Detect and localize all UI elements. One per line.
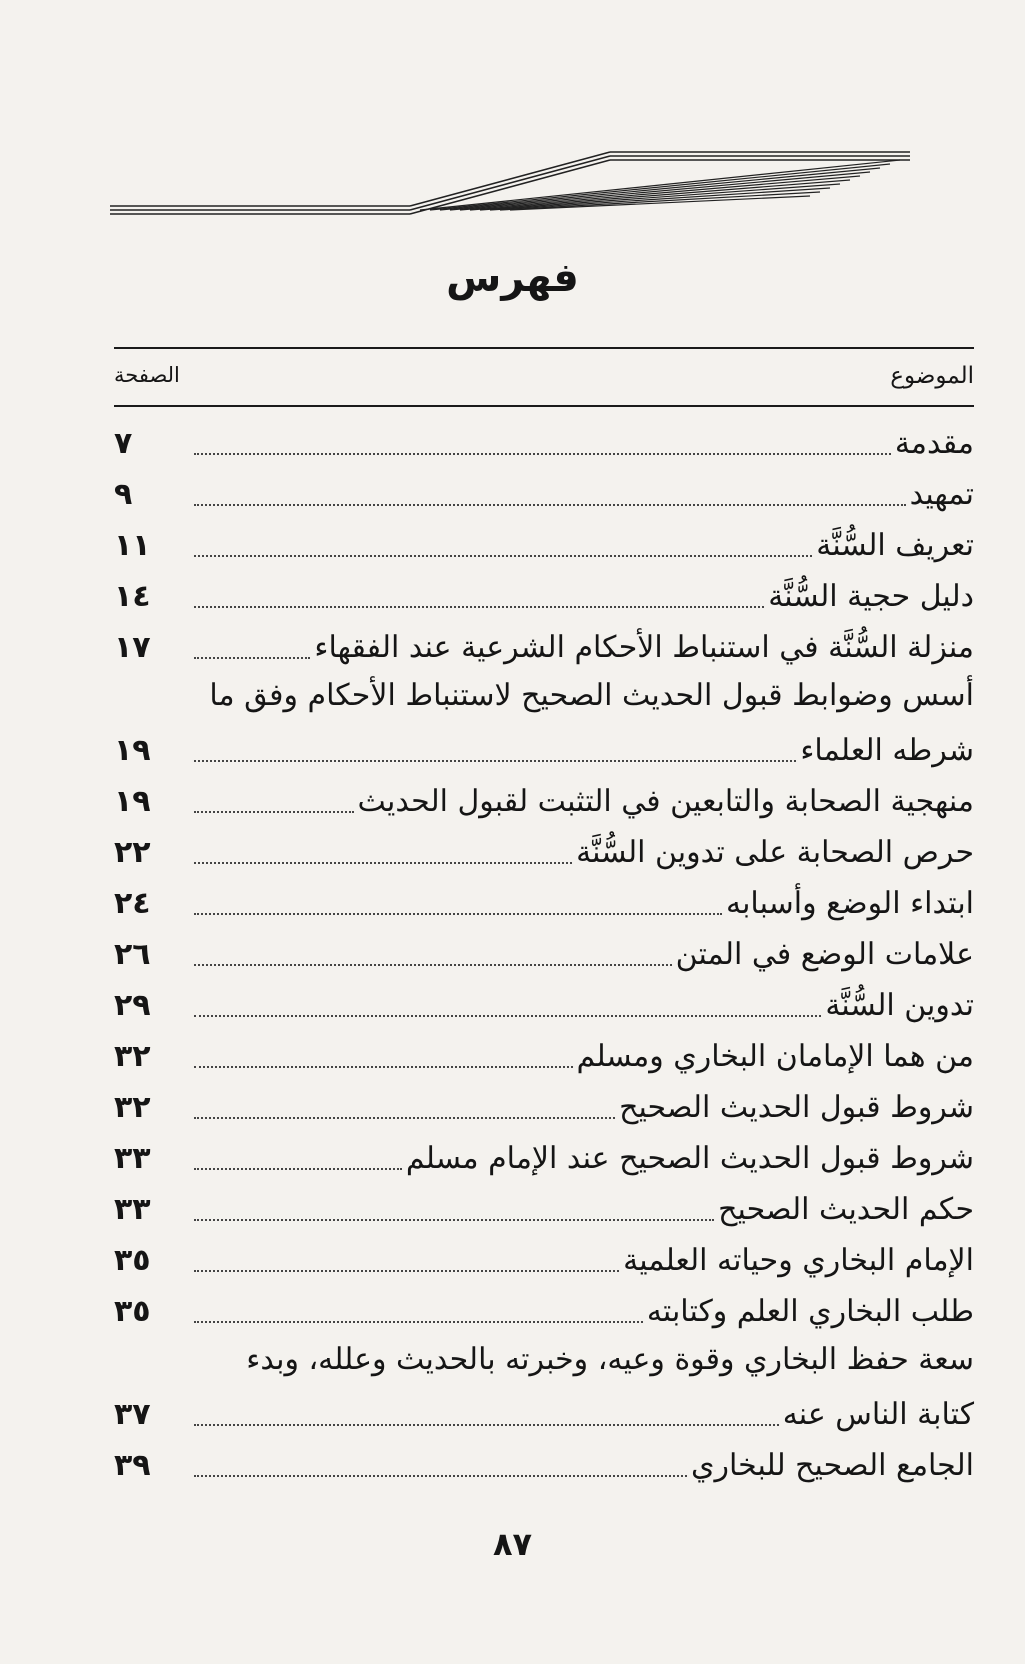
leader-dots [194, 453, 891, 455]
column-header-row [114, 355, 974, 399]
leader-dots [194, 555, 812, 557]
toc-entry-text: كتابة الناس عنه [782, 1397, 974, 1432]
toc-entry [114, 776, 974, 827]
leader-dots [194, 964, 672, 966]
toc-entry [114, 673, 974, 776]
toc-entry [114, 469, 974, 520]
leader-dots [194, 1015, 821, 1017]
toc-entry-text: دليل حجية السُّنَّة [768, 579, 974, 614]
leader-dots [194, 1424, 779, 1426]
toc-entry-page: ١٧ [114, 630, 151, 665]
toc-entry-page: ٢٤ [114, 886, 151, 921]
toc-entry [114, 1286, 974, 1337]
toc-entry-page: ٣٩ [114, 1448, 151, 1483]
toc-entry-page: ٣٣ [114, 1192, 151, 1227]
toc-entry-page: ٣٣ [114, 1141, 151, 1176]
toc-entry-text-line1: أسس وضوابط قبول الحديث الصحيح لاستنباط الأحكام وفق ما [209, 678, 974, 713]
toc-entry-text-line1: سعة حفظ البخاري وقوة وعيه، وخبرته بالحديث وعلله، وبدء [246, 1342, 974, 1377]
leader-dots [194, 1219, 714, 1221]
toc-entry-text: تمهيد [909, 477, 974, 512]
toc-entry-page: ٣٢ [114, 1090, 151, 1125]
toc-entry [114, 827, 974, 878]
toc-entry-page: ٩ [114, 477, 133, 512]
toc-entry-text: حكم الحديث الصحيح [718, 1192, 974, 1227]
leader-dots [194, 760, 796, 762]
toc-entry-text: شروط قبول الحديث الصحيح [619, 1090, 974, 1125]
toc-entry-text: ابتداء الوضع وأسبابه [726, 886, 974, 921]
leader-dots [194, 1321, 643, 1323]
toc-entry-text: حرص الصحابة على تدوين السُّنَّة [576, 835, 974, 870]
toc-entry-page: ٣٢ [114, 1039, 151, 1074]
toc-entry-text: علامات الوضع في المتن [675, 937, 974, 972]
toc-entry [114, 1184, 974, 1235]
toc-entry-page: ٧ [114, 426, 133, 461]
toc-entry [114, 418, 974, 469]
column-header-topic: الموضوع [890, 363, 974, 389]
leader-dots [194, 1066, 573, 1068]
header-ornament [110, 150, 970, 230]
toc-entry [114, 571, 974, 622]
toc-entry [114, 929, 974, 980]
toc-entry-page: ٣٧ [114, 1397, 151, 1432]
toc-entry [114, 1337, 974, 1440]
toc-list [114, 418, 974, 1491]
toc-entry-text: مقدمة [894, 426, 974, 461]
toc-entry-text: شروط قبول الحديث الصحيح عند الإمام مسلم [405, 1141, 974, 1176]
header-rule-top [114, 347, 974, 349]
leader-dots [194, 811, 354, 813]
toc-entry-text: منزلة السُّنَّة في استنباط الأحكام الشرعية عند الفقهاء [314, 630, 974, 665]
toc-entry [114, 622, 974, 673]
toc-entry-text: من هما الإمامان البخاري ومسلم [576, 1039, 974, 1074]
toc-entry-page: ٢٢ [114, 835, 151, 870]
toc-entry-page: ٢٦ [114, 937, 151, 972]
leader-dots [194, 1270, 619, 1272]
toc-entry-text: شرطه العلماء [800, 733, 974, 768]
leader-dots [194, 504, 906, 506]
toc-entry [114, 1133, 974, 1184]
toc-entry [114, 520, 974, 571]
toc-entry-text: تدوين السُّنَّة [825, 988, 974, 1023]
toc-entry-page: ١١ [114, 528, 151, 563]
toc-entry [114, 1440, 974, 1491]
toc-entry-text: تعريف السُّنَّة [816, 528, 974, 563]
toc-entry [114, 980, 974, 1031]
leader-dots [194, 1117, 615, 1119]
leader-dots [194, 1475, 687, 1477]
toc-entry-text: الجامع الصحيح للبخاري [691, 1448, 974, 1483]
leader-dots [194, 657, 310, 659]
toc-entry-page: ١٩ [114, 733, 151, 768]
column-header-page: الصفحة [114, 363, 180, 387]
toc-entry-page: ٢٩ [114, 988, 151, 1023]
page-number: ٨٧ [492, 1525, 533, 1563]
toc-entry-page: ٣٥ [114, 1243, 151, 1278]
toc-entry [114, 1031, 974, 1082]
toc-entry [114, 878, 974, 929]
header-rule-bottom [114, 405, 974, 407]
toc-entry [114, 1082, 974, 1133]
toc-entry-text: طلب البخاري العلم وكتابته [646, 1294, 974, 1329]
toc-entry [114, 1235, 974, 1286]
leader-dots [194, 606, 764, 608]
toc-entry-page: ٣٥ [114, 1294, 151, 1329]
leader-dots [194, 862, 572, 864]
page-title: فهرس [446, 255, 579, 301]
toc-entry-text: الإمام البخاري وحياته العلمية [623, 1243, 974, 1278]
toc-entry-page: ١٩ [114, 784, 151, 819]
leader-dots [194, 913, 722, 915]
toc-entry-page: ١٤ [114, 579, 151, 614]
toc-entry-text: منهجية الصحابة والتابعين في التثبت لقبول الحديث [357, 784, 974, 819]
leader-dots [194, 1168, 402, 1170]
